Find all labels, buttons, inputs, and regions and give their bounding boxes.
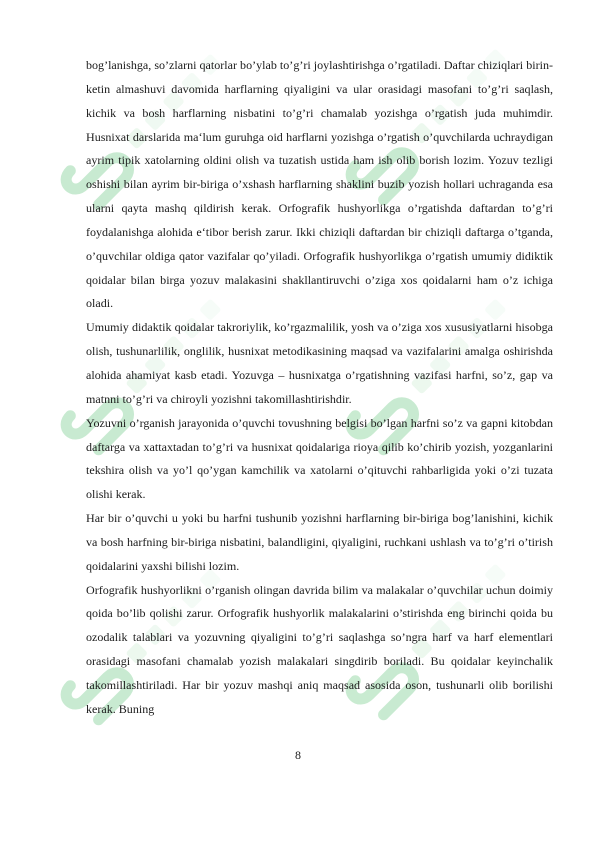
page-number: 8 — [295, 748, 301, 762]
paragraph: Yozuvni o’rganish jarayonida o’quvchi tovushning belgisi bo’lgan harfni so’z va gapni kitobdan daftarga va xattaxtadan to’g’ri va husnixat qoidalariga rioya qilib ko’chirib yozish, yozganlarini tekshira olish va yo’l qo’ygan kamchilik va xatolarni o’qituvchi rahbarligida yoki o’zi tuzata olishi kerak. — [86, 415, 553, 502]
paragraph: Orfografik hushyorlikni o’rganish olingan davrida bilim va malakalar o’quvchilar uchun doimiy qoida bo’lib qolishi zarur. Orfografik hushyorlik malakalarini o’stirishda eng birinchi qoida bu ozodalik talablari va yozuvning qiyaligini to’g’ri saqlashga so’ngra harf va harf elementlari orasidagi masofani chamalab yozish malakalari singdirib boriladi. Bu qoidalar keyinchalik takomillashtiriladi. Har bir yozuv mashqi aniq maqsad asosida oson, tushunarli olib borilishi kerak. Buning — [86, 582, 553, 716]
paragraph: bog’lanishga, so’zlarni qatorlar bo’ylab to’g’ri joylashtirishga o’rgatiladi. Daftar chiziqlari birin-ketin almashuvi davomida harflarning qiyaligini va ular orasidagi masofani to’g’ri saqlash, kichik va bosh harflarning nisbatini to’g’ri chamalab yozishga o’rgatish juda muhimdir. Husnixat darslarida ma‘lum guruhga oid harflarni yozishga o’rgatish o’quvchilarda uchraydigan ayrim tipik xatolarning oldini olish va tuzatish ustida ham ish olib borish lozim. Yozuv tezligi oshishi bilan ayrim bir-biriga o’xshash harflarning shaklini buzib yozish hollari uchraganda esa ularni qayta mashq qildirish kerak. Orfografik hushyorlikga o’rgatishda daftardan to’g’ri foydalanishga alohida e‘tibor berish zarur. Ikki chiziqli daftardan bir chiziqli daftarga o’tganda, o’quvchilar oldiga qator vazifalar qo’yiladi. Orfografik hushyorlikga o’rgatish umumiy didiktik qoidalar bilan birga yozuv malakasini shakllantiruvchi o’ziga xos qoidalarni ham o’z ichiga oladi. — [86, 58, 553, 311]
document-body — [86, 54, 553, 722]
paragraph: Umumiy didaktik qoidalar takroriylik, ko’rgazmalilik, yosh va o’ziga xos xususiyatlarni hisobga olish, tushunarlilik, onglilik, husnixat metodikasining maqsad va vazifalarini amalga oshirishda alohida ahamiyat kasb etadi. Yozuvga – husnixatga o’rgatishning vazifasi harfni, so’z, gap va matnni to’g’ri va chiroyli yozishni takomillashtirishdir. — [86, 320, 553, 406]
paragraph: Har bir o’quvchi u yoki bu harfni tushunib yozishni harflarning bir-biriga bog’lanishini, kichik va bosh harfning bir-biriga nisbatini, balandligini, qiyaligini, ruchkani ushlash va to’g’ri o’tirish qoidalarini yaxshi bilishi lozim. — [86, 511, 553, 573]
